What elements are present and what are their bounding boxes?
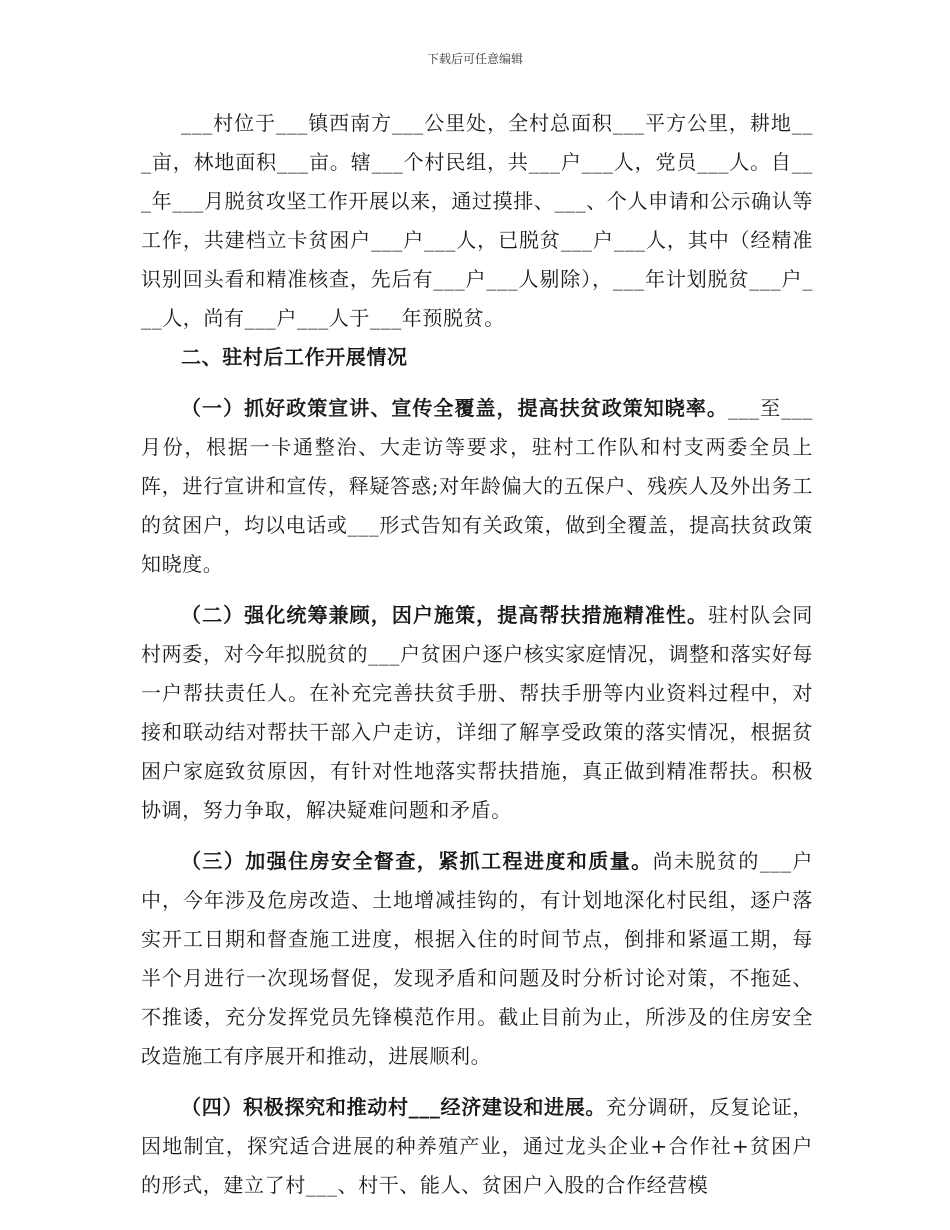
section-heading: 二、驻村后工作开展情况: [181, 345, 408, 369]
document-body: [141, 104, 813, 1205]
item-paragraph-2: [141, 596, 813, 830]
item-text-2: 驻村队会同村两委，对今年拟脱贫的___户贫困户逐户核实家庭情况，调整和落实好每一户帮扶责任人。在补充完善扶贫手册、帮扶手册等内业资料过程中，对接和联动结对帮扶干部入户走访，详细了解享受政策的落实情况，根据贫困户家庭致贫原因，有针对性地落实帮扶措施，真正做到精准帮扶。积极协调，努力争取，解决疑难问题和矛盾。: [141, 603, 814, 822]
intro-paragraph: ___村位于___镇西南方___公里处，全村总面积___平方公里，耕地___亩，林地面积___亩。辖___个村民组，共___户___人，党员___人。自___年___月脱贫攻坚工作开展以来，通过摸排、___、个人申请和公示确认等工作，共建档立卡贫困户___户___人，已脱贫___户___人，其中（经精准识别回头看和精准核查，先后有___户___人剔除），___年计划脱贫___户___人，尚有___户___人于___年预脱贫。: [141, 111, 813, 330]
item-paragraph-4: [141, 1088, 813, 1205]
item-text-4: 充分调研，反复论证，因地制宜，探究适合进展的种养殖产业，通过龙头企业+合作社+贫困户的形式，建立了村___、村干、能人、贫困户入股的合作经营模: [141, 1095, 814, 1197]
item-text-3: 尚未脱贫的___户中，今年涉及危房改造、土地增减挂钩的，有计划地深化村民组，逐户落实开工日期和督查施工进度，根据入住的时间节点，倒排和紧逼工期，每半个月进行一次现场督促，发现矛盾和问题及时分析讨论对策，不拖延、不推诿，充分发挥党员先锋模范作用。截止目前为止，所涉及的住房安全改造施工有序展开和推动，进展顺利。: [141, 849, 813, 1068]
item-text-1: ___至___月份，根据一卡通整治、大走访等要求，驻村工作队和村支两委全员上阵，进行宣讲和宣传，释疑答惑;对年龄偏大的五保户、残疾人及外出务工的贫困户，均以电话或___形式告知有关政策，做到全覆盖，提高扶贫政策知晓度。: [141, 396, 813, 576]
item-lead-1: （一）抓好政策宣讲、宣传全覆盖，提高扶贫政策知晓率。: [181, 396, 728, 420]
item-lead-4: （四）积极探究和推动村___经济建设和进展。: [181, 1095, 607, 1119]
item-paragraph-1: [141, 389, 813, 584]
item-lead-2: （二）强化统筹兼顾，因户施策，提高帮扶措施精准性。: [181, 603, 709, 627]
item-paragraph-3: [141, 842, 813, 1076]
page-header: 下载后可任意编辑: [426, 52, 523, 66]
item-lead-3: （三）加强住房安全督查，紧抓工程进度和质量。: [181, 849, 653, 873]
